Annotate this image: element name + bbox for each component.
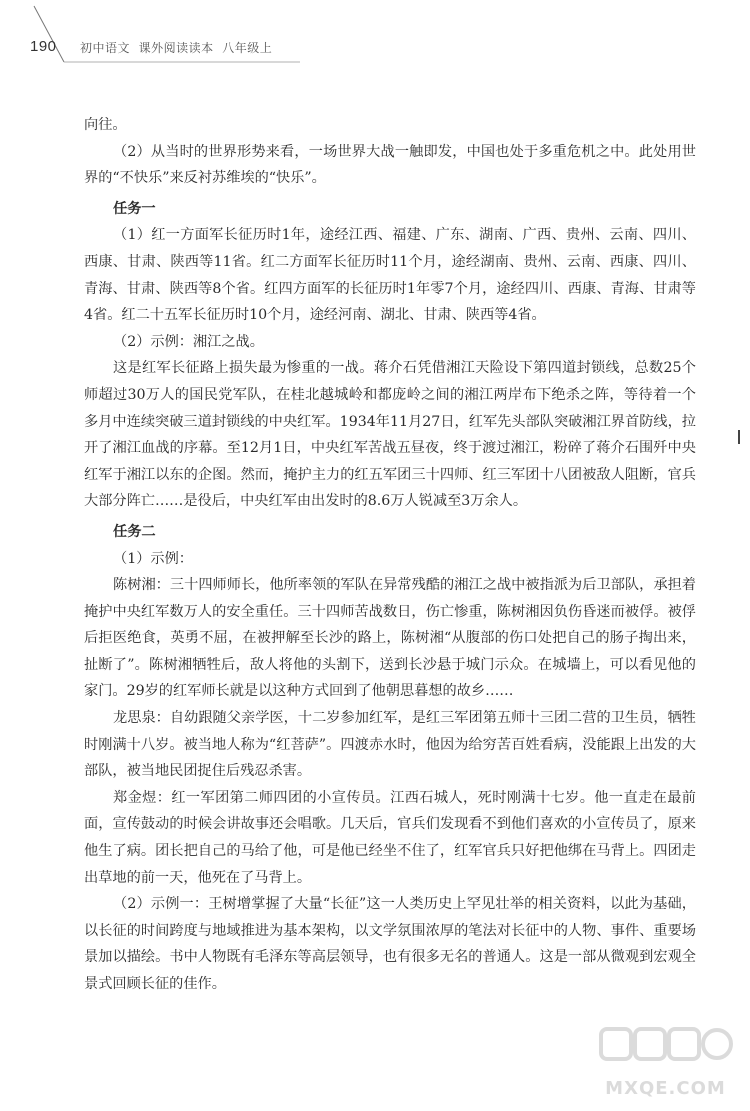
- watermark-domain: MXQE.COM: [605, 1078, 726, 1099]
- watermark-mark: [599, 1023, 733, 1069]
- body-paragraph: 向往。: [84, 117, 127, 133]
- body-paragraph: （1）红一方面军长征历时1年，途经江西、福建、广东、湖南、广西、贵州、云南、四川、西康、甘肃、陕西等11省。红二方面军长征历时11个月，途经湖南、贵州、云南、西康、四川、青海、甘肃、陕西等8个省。红四方面军的长征历时1年零7个月，途经四川、西康、青海、甘肃等4省。红二十五军长征历时10个月，途经河南、湖北、甘肃、陕西等4省。: [84, 227, 696, 324]
- body-paragraph: （1）示例：: [113, 550, 193, 567]
- page-header: [0, 0, 750, 70]
- section-heading: 任务一: [113, 200, 156, 217]
- page-number: 190: [30, 38, 57, 55]
- section-heading: 任务二: [113, 523, 156, 540]
- body-paragraph: 这是红军长征路上损失最为惨重的一战。蒋介石凭借湘江天险设下第四道封锁线，总数25个师超过30万人的国民党军队，在桂北越城岭和都庞岭之间的湘江两岸布下绝杀之阵，等待着一个多月中连续突破三道封锁线的中央红军。1934年11月27日，红军先头部队突破湘江界首防线，拉开了湘江血战的序幕。至12月1日，中央红军苦战五昼夜，终于渡过湘江，粉碎了蒋介石围歼中央红军于湘江以东的企图。然而，掩护主力的红五军团三十四师、红三军团十八团被敌人阻断，官兵大部分阵亡……是役后，中央红军由出发时的8.6万人锐减至3万余人。: [84, 360, 696, 510]
- body-paragraph: （2）示例一：王树增掌握了大量“长征”这一人类历史上罕见壮举的相关资料，以此为基础，以长征的时间跨度与地域推进为基本架构，以文学氛围浓厚的笔法对长征中的人物、事件、重要场景加以描绘。书中人物既有毛泽东等高层领导，也有很多无名的普通人。这是一部从微观到宏观全景式回顾长征的佳作。: [84, 896, 696, 992]
- main-text: [84, 112, 696, 998]
- body-paragraph: 龙思泉：自幼跟随父亲学医，十二岁参加红军，是红三军团第五师十三团二营的卫生员，牺牲时刚满十八岁。被当地人称为“红菩萨”。四渡赤水时，他因为给穷苦百姓看病，没能跟上出发的大部队，被当地民团捉住后残忍杀害。: [84, 710, 696, 780]
- margin-mark: [738, 430, 740, 444]
- header-rule: [0, 0, 750, 70]
- body-paragraph: 郑金煜：红一军团第二师四团的小宣传员。江西石城人，死时刚满十七岁。他一直走在最前面，宣传鼓动的时候会讲故事还会唱歌。几天后，官兵们发现看不到他们喜欢的小宣传员了，原来他生了病。团长把自己的马给了他，可是他已经坐不住了，红军官兵只好把他绑在马背上。四团走出草地的前一天，他死在了马背上。: [84, 789, 696, 886]
- body-paragraph: （2）示例：湘江之战。: [113, 333, 264, 350]
- watermark-logo: [593, 1023, 738, 1099]
- body-paragraph: 陈树湘：三十四师师长，他所率领的军队在异常残酷的湘江之战中被指派为后卫部队，承担着掩护中央红军数万人的安全重任。三十四师苦战数日，伤亡惨重，陈树湘因负伤昏迷而被俘。被俘后拒医绝食，英勇不屈，在被押解至长沙的路上，陈树湘“从腹部的伤口处把自己的肠子掏出来，扯断了”。陈树湘牺牲后，敌人将他的头割下，送到长沙悬于城门示众。在城墙上，可以看见他的家门。29岁的红军师长就是以这种方式回到了他朝思暮想的故乡……: [84, 577, 696, 700]
- body-paragraph: （2）从当时的世界形势来看，一场世界大战一触即发，中国也处于多重危机之中。此处用世界的“不快乐”来反衬苏维埃的“快乐”。: [84, 143, 696, 187]
- running-head: 初中语文 课外阅读读本 八年级上: [80, 41, 273, 55]
